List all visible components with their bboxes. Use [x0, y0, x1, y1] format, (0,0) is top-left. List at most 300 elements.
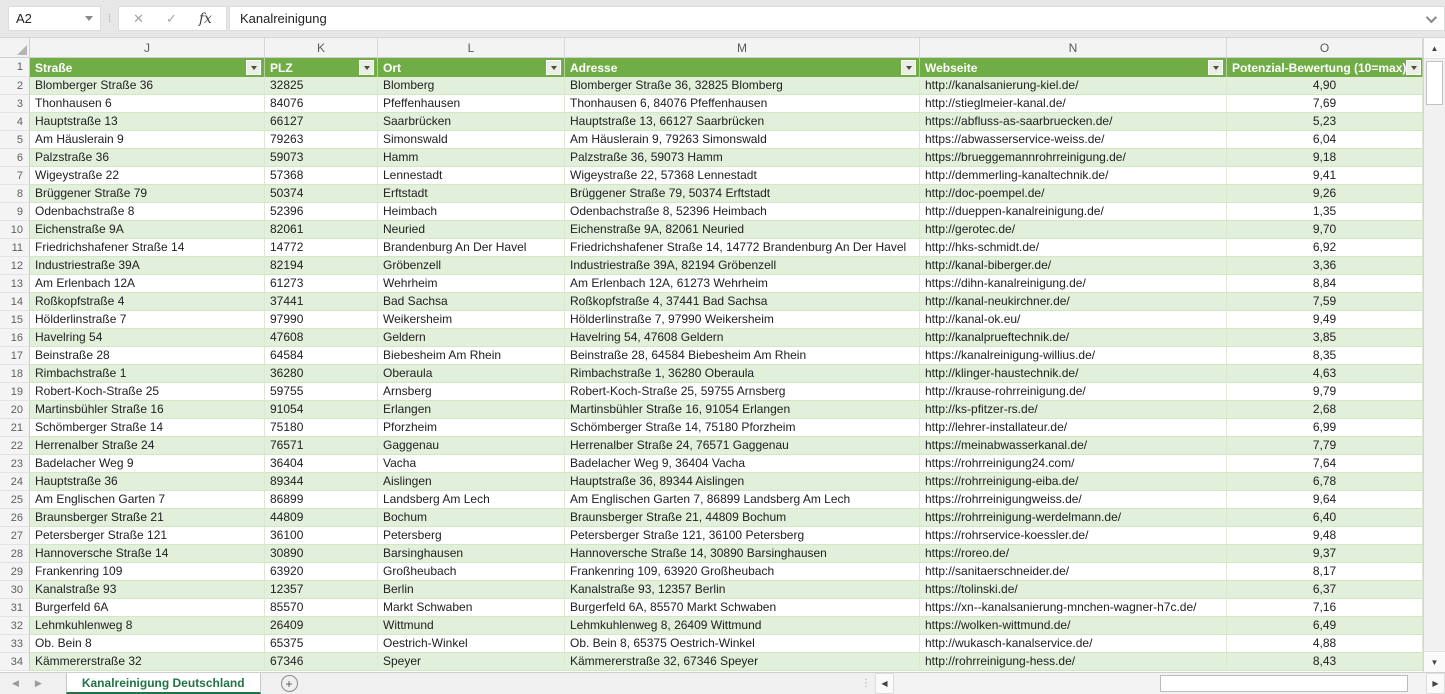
cell-webseite[interactable]: https://abfluss-as-saarbruecken.de/ [920, 113, 1227, 131]
row-number-34[interactable]: 34 [0, 653, 30, 671]
cell-ort[interactable]: Blomberg [378, 77, 565, 95]
cell-potenzial[interactable]: 8,43 [1227, 653, 1423, 671]
cell-strasse[interactable]: Ob. Bein 8 [30, 635, 265, 653]
cell-potenzial[interactable]: 9,26 [1227, 185, 1423, 203]
cell-webseite[interactable]: https://abwasserservice-weiss.de/ [920, 131, 1227, 149]
cell-webseite[interactable]: http://lehrer-installateur.de/ [920, 419, 1227, 437]
row-number-13[interactable]: 13 [0, 275, 30, 293]
row-number-20[interactable]: 20 [0, 401, 30, 419]
cell-plz[interactable]: 91054 [265, 401, 378, 419]
filter-arrow [1411, 66, 1417, 70]
row-number-12[interactable]: 12 [0, 257, 30, 275]
cell-adresse[interactable]: Thonhausen 6, 84076 Pfeffenhausen [565, 95, 920, 113]
cell-plz[interactable]: 66127 [265, 113, 378, 131]
cell-webseite[interactable]: https://meinabwasserkanal.de/ [920, 437, 1227, 455]
row-number-4[interactable]: 4 [0, 113, 30, 131]
cell-plz[interactable]: 47608 [265, 329, 378, 347]
cell-strasse[interactable]: Frankenring 109 [30, 563, 265, 581]
table-row [0, 221, 1423, 239]
cell-webseite[interactable]: http://kanal-ok.eu/ [920, 311, 1227, 329]
cell-adresse[interactable]: Wigeystraße 22, 57368 Lennestadt [565, 167, 920, 185]
cell-webseite[interactable]: http://rohrreinigung-hess.de/ [920, 653, 1227, 671]
cell-ort[interactable]: Simonswald [378, 131, 565, 149]
cell-webseite[interactable]: https://rohrservice-koessler.de/ [920, 527, 1227, 545]
cell-adresse[interactable]: Rimbachstraße 1, 36280 Oberaula [565, 365, 920, 383]
table-row [0, 545, 1423, 563]
cell-adresse[interactable]: Kämmererstraße 32, 67346 Speyer [565, 653, 920, 671]
cell-adresse[interactable]: Martinsbühler Straße 16, 91054 Erlangen [565, 401, 920, 419]
row-number-14[interactable]: 14 [0, 293, 30, 311]
scroll-down-icon[interactable]: ▼ [1424, 651, 1445, 672]
cell-plz[interactable]: 59755 [265, 383, 378, 401]
cell-potenzial[interactable]: 9,48 [1227, 527, 1423, 545]
cell-strasse[interactable]: Am Englischen Garten 7 [30, 491, 265, 509]
cell-strasse[interactable]: Thonhausen 6 [30, 95, 265, 113]
cell-strasse[interactable]: Robert-Koch-Straße 25 [30, 383, 265, 401]
cell-ort[interactable]: Hamm [378, 149, 565, 167]
cell-adresse[interactable]: Roßkopfstraße 4, 37441 Bad Sachsa [565, 293, 920, 311]
column-letter-l[interactable]: L [378, 38, 565, 57]
cell-potenzial[interactable]: 3,36 [1227, 257, 1423, 275]
column-letter-m[interactable]: M [565, 38, 920, 57]
cell-plz[interactable]: 85570 [265, 599, 378, 617]
cell-ort[interactable]: Berlin [378, 581, 565, 599]
horizontal-scrollbar[interactable] [875, 673, 1445, 694]
row-number-8[interactable]: 8 [0, 185, 30, 203]
cell-plz[interactable]: 32825 [265, 77, 378, 95]
row-number-22[interactable]: 22 [0, 437, 30, 455]
cell-strasse[interactable]: Kanalstraße 93 [30, 581, 265, 599]
cell-adresse[interactable]: Friedrichshafener Straße 14, 14772 Brandenburg An Der Havel [565, 239, 920, 257]
table-row [0, 185, 1423, 203]
cell-webseite[interactable]: http://krause-rohrreinigung.de/ [920, 383, 1227, 401]
prev-sheet-icon[interactable]: ◀ [12, 678, 19, 688]
filter-arrow [906, 66, 912, 70]
row-number-7[interactable]: 7 [0, 167, 30, 185]
insert-function-icon[interactable]: fx [198, 10, 212, 27]
vertical-scrollbar-thumb[interactable] [1426, 61, 1443, 105]
cell-potenzial[interactable]: 7,79 [1227, 437, 1423, 455]
cell-plz[interactable]: 82061 [265, 221, 378, 239]
cell-strasse[interactable]: Friedrichshafener Straße 14 [30, 239, 265, 257]
cell-potenzial[interactable]: 6,99 [1227, 419, 1423, 437]
cell-potenzial[interactable]: 8,17 [1227, 563, 1423, 581]
row-number-28[interactable]: 28 [0, 545, 30, 563]
filter-dropdown-icon[interactable] [901, 60, 916, 75]
cell-plz[interactable]: 36100 [265, 527, 378, 545]
cell-ort[interactable]: Gaggenau [378, 437, 565, 455]
cell-webseite[interactable]: http://wukasch-kanalservice.de/ [920, 635, 1227, 653]
cell-plz[interactable]: 37441 [265, 293, 378, 311]
cell-webseite[interactable]: http://demmerling-kanaltechnik.de/ [920, 167, 1227, 185]
cell-plz[interactable]: 63920 [265, 563, 378, 581]
table-row [0, 455, 1423, 473]
cell-webseite[interactable]: https://brueggemannrohrreinigung.de/ [920, 149, 1227, 167]
cell-strasse[interactable]: Am Erlenbach 12A [30, 275, 265, 293]
header-label: PLZ [270, 60, 293, 75]
cell-strasse[interactable]: Kämmererstraße 32 [30, 653, 265, 671]
cell-potenzial[interactable]: 7,16 [1227, 599, 1423, 617]
cell-webseite[interactable]: http://doc-poempel.de/ [920, 185, 1227, 203]
cell-potenzial[interactable]: 9,70 [1227, 221, 1423, 239]
cell-plz[interactable]: 59073 [265, 149, 378, 167]
cell-adresse[interactable]: Badelacher Weg 9, 36404 Vacha [565, 455, 920, 473]
cell-plz[interactable]: 57368 [265, 167, 378, 185]
cell-plz[interactable]: 64584 [265, 347, 378, 365]
cell-webseite[interactable]: https://rohrreinigung24.com/ [920, 455, 1227, 473]
enter-icon[interactable]: ✓ [165, 10, 177, 26]
vertical-scrollbar[interactable] [1423, 38, 1445, 672]
table-row [0, 527, 1423, 545]
cell-adresse[interactable]: Petersberger Straße 121, 36100 Petersberg [565, 527, 920, 545]
cell-potenzial[interactable]: 4,88 [1227, 635, 1423, 653]
cell-strasse[interactable]: Hölderlinstraße 7 [30, 311, 265, 329]
cell-adresse[interactable]: Am Häuslerain 9, 79263 Simonswald [565, 131, 920, 149]
table-row [0, 257, 1423, 275]
column-letter-k[interactable]: K [265, 38, 378, 57]
cell-adresse[interactable]: Frankenring 109, 63920 Großheubach [565, 563, 920, 581]
sheet-tab-kanalreinigung-deutschland[interactable]: Kanalreinigung Deutschland [66, 673, 261, 694]
table-row [0, 365, 1423, 383]
cell-plz[interactable]: 12357 [265, 581, 378, 599]
cell-adresse[interactable]: Lehmkuhlenweg 8, 26409 Wittmund [565, 617, 920, 635]
cell-webseite[interactable]: http://klinger-haustechnik.de/ [920, 365, 1227, 383]
cell-adresse[interactable]: Herrenalber Straße 24, 76571 Gaggenau [565, 437, 920, 455]
header-label: Webseite [925, 60, 978, 75]
cell-plz[interactable]: 65375 [265, 635, 378, 653]
header-plz[interactable] [265, 58, 378, 77]
cell-strasse[interactable]: Am Häuslerain 9 [30, 131, 265, 149]
horizontal-scrollbar-track[interactable] [894, 673, 1426, 694]
cell-potenzial[interactable]: 7,59 [1227, 293, 1423, 311]
cell-strasse[interactable]: Petersberger Straße 121 [30, 527, 265, 545]
cell-ort[interactable]: Pforzheim [378, 419, 565, 437]
cell-webseite[interactable]: http://kanal-biberger.de/ [920, 257, 1227, 275]
table-row [0, 347, 1423, 365]
cell-adresse[interactable]: Palzstraße 36, 59073 Hamm [565, 149, 920, 167]
cell-potenzial[interactable]: 9,41 [1227, 167, 1423, 185]
cell-webseite[interactable]: http://stieglmeier-kanal.de/ [920, 95, 1227, 113]
cell-strasse[interactable]: Industriestraße 39A [30, 257, 265, 275]
cell-ort[interactable]: Bochum [378, 509, 565, 527]
cell-strasse[interactable]: Martinsbühler Straße 16 [30, 401, 265, 419]
cell-adresse[interactable]: Schömberger Straße 14, 75180 Pforzheim [565, 419, 920, 437]
cell-webseite[interactable]: https://xn--kanalsanierung-mnchen-wagner-h7c.de/ [920, 599, 1227, 617]
table-row [0, 635, 1423, 653]
row-number-32[interactable]: 32 [0, 617, 30, 635]
cell-ort[interactable]: Biebesheim Am Rhein [378, 347, 565, 365]
cell-ort[interactable]: Pfeffenhausen [378, 95, 565, 113]
row-number-29[interactable]: 29 [0, 563, 30, 581]
cell-ort[interactable]: Weikersheim [378, 311, 565, 329]
cell-webseite[interactable]: http://hks-schmidt.de/ [920, 239, 1227, 257]
header-adresse[interactable] [565, 58, 920, 77]
row-number-27[interactable]: 27 [0, 527, 30, 545]
row-number-31[interactable]: 31 [0, 599, 30, 617]
cell-adresse[interactable]: Am Englischen Garten 7, 86899 Landsberg Am Lech [565, 491, 920, 509]
cell-webseite[interactable]: https://rohrreinigung-eiba.de/ [920, 473, 1227, 491]
table-row [0, 599, 1423, 617]
main-area [0, 38, 1445, 672]
cell-ort[interactable]: Neuried [378, 221, 565, 239]
cell-ort[interactable]: Geldern [378, 329, 565, 347]
row-number-21[interactable]: 21 [0, 419, 30, 437]
cell-adresse[interactable]: Blomberger Straße 36, 32825 Blomberg [565, 77, 920, 95]
row-number-26[interactable]: 26 [0, 509, 30, 527]
cell-webseite[interactable]: http://ks-pfitzer-rs.de/ [920, 401, 1227, 419]
cell-adresse[interactable]: Hannoversche Straße 14, 30890 Barsinghausen [565, 545, 920, 563]
cell-strasse[interactable]: Burgerfeld 6A [30, 599, 265, 617]
cell-potenzial[interactable]: 8,84 [1227, 275, 1423, 293]
cell-adresse[interactable]: Industriestraße 39A, 82194 Gröbenzell [565, 257, 920, 275]
cell-potenzial[interactable]: 5,23 [1227, 113, 1423, 131]
cell-adresse[interactable]: Braunsberger Straße 21, 44809 Bochum [565, 509, 920, 527]
row-number-3[interactable]: 3 [0, 95, 30, 113]
cell-potenzial[interactable]: 6,49 [1227, 617, 1423, 635]
formula-bar-splitter[interactable]: ⁞ [108, 12, 112, 25]
cell-plz[interactable]: 75180 [265, 419, 378, 437]
header-ort[interactable] [378, 58, 565, 77]
cancel-icon[interactable]: ✕ [133, 10, 144, 26]
cell-ort[interactable]: Aislingen [378, 473, 565, 491]
cell-plz[interactable]: 97990 [265, 311, 378, 329]
cell-strasse[interactable]: Lehmkuhlenweg 8 [30, 617, 265, 635]
cell-webseite[interactable]: http://sanitaerschneider.de/ [920, 563, 1227, 581]
table-row [0, 203, 1423, 221]
cell-adresse[interactable]: Hauptstraße 36, 89344 Aislingen [565, 473, 920, 491]
cell-adresse[interactable]: Burgerfeld 6A, 85570 Markt Schwaben [565, 599, 920, 617]
cell-strasse[interactable]: Schömberger Straße 14 [30, 419, 265, 437]
formula-input[interactable] [229, 6, 1445, 31]
row-number-5[interactable]: 5 [0, 131, 30, 149]
select-all-triangle-icon [17, 45, 27, 55]
cell-adresse[interactable]: Ob. Bein 8, 65375 Oestrich-Winkel [565, 635, 920, 653]
cell-ort[interactable]: Gröbenzell [378, 257, 565, 275]
cell-potenzial[interactable]: 8,35 [1227, 347, 1423, 365]
cell-ort[interactable]: Heimbach [378, 203, 565, 221]
table-row [0, 293, 1423, 311]
cell-strasse[interactable]: Roßkopfstraße 4 [30, 293, 265, 311]
cell-adresse[interactable]: Robert-Koch-Straße 25, 59755 Arnsberg [565, 383, 920, 401]
cell-potenzial[interactable]: 4,63 [1227, 365, 1423, 383]
add-sheet-button[interactable]: + [281, 675, 298, 692]
cell-strasse[interactable]: Eichenstraße 9A [30, 221, 265, 239]
cell-potenzial[interactable]: 6,40 [1227, 509, 1423, 527]
cell-adresse[interactable]: Hauptstraße 13, 66127 Saarbrücken [565, 113, 920, 131]
scroll-up-icon[interactable]: ▲ [1424, 38, 1445, 59]
row-number-17[interactable]: 17 [0, 347, 30, 365]
scroll-right-icon[interactable]: ▶ [1426, 673, 1445, 694]
cell-strasse[interactable]: Wigeystraße 22 [30, 167, 265, 185]
cell-strasse[interactable]: Badelacher Weg 9 [30, 455, 265, 473]
cell-webseite[interactable]: http://kanalprueftechnik.de/ [920, 329, 1227, 347]
table-row [0, 239, 1423, 257]
horizontal-scrollbar-thumb[interactable] [1160, 675, 1408, 692]
cell-potenzial[interactable]: 6,92 [1227, 239, 1423, 257]
table-row [0, 95, 1423, 113]
cell-potenzial[interactable]: 6,37 [1227, 581, 1423, 599]
row-number-1[interactable]: 1 [0, 58, 30, 77]
column-letter-n[interactable]: N [920, 38, 1227, 57]
cell-potenzial[interactable]: 9,49 [1227, 311, 1423, 329]
row-number-30[interactable]: 30 [0, 581, 30, 599]
cell-ort[interactable]: Petersberg [378, 527, 565, 545]
cell-ort[interactable]: Landsberg Am Lech [378, 491, 565, 509]
cell-plz[interactable]: 44809 [265, 509, 378, 527]
cell-strasse[interactable]: Hannoversche Straße 14 [30, 545, 265, 563]
cell-ort[interactable]: Wittmund [378, 617, 565, 635]
filter-dropdown-icon[interactable] [1208, 60, 1223, 75]
row-number-16[interactable]: 16 [0, 329, 30, 347]
cell-ort[interactable]: Wehrheim [378, 275, 565, 293]
cell-strasse[interactable]: Hauptstraße 13 [30, 113, 265, 131]
cell-plz[interactable]: 76571 [265, 437, 378, 455]
row-number-23[interactable]: 23 [0, 455, 30, 473]
row-number-9[interactable]: 9 [0, 203, 30, 221]
row-number-2[interactable]: 2 [0, 77, 30, 95]
cell-webseite[interactable]: https://rohrreinigungweiss.de/ [920, 491, 1227, 509]
cell-ort[interactable]: Oestrich-Winkel [378, 635, 565, 653]
cell-ort[interactable]: Erlangen [378, 401, 565, 419]
filter-dropdown-icon[interactable] [246, 60, 261, 75]
cell-adresse[interactable]: Kanalstraße 93, 12357 Berlin [565, 581, 920, 599]
cell-strasse[interactable]: Palzstraße 36 [30, 149, 265, 167]
cell-potenzial[interactable]: 6,78 [1227, 473, 1423, 491]
header-label: Ort [383, 60, 401, 75]
cell-ort[interactable]: Erftstadt [378, 185, 565, 203]
cell-strasse[interactable]: Havelring 54 [30, 329, 265, 347]
cell-plz[interactable]: 30890 [265, 545, 378, 563]
cell-potenzial[interactable]: 2,68 [1227, 401, 1423, 419]
cell-plz[interactable]: 36404 [265, 455, 378, 473]
name-box-dropdown-icon[interactable] [85, 16, 93, 21]
cell-plz[interactable]: 52396 [265, 203, 378, 221]
cell-adresse[interactable]: Odenbachstraße 8, 52396 Heimbach [565, 203, 920, 221]
cell-adresse[interactable]: Hölderlinstraße 7, 97990 Weikersheim [565, 311, 920, 329]
cell-ort[interactable]: Lennestadt [378, 167, 565, 185]
select-all-corner[interactable] [0, 38, 30, 57]
cell-plz[interactable]: 61273 [265, 275, 378, 293]
cell-strasse[interactable]: Beinstraße 28 [30, 347, 265, 365]
filter-dropdown-icon[interactable] [546, 60, 561, 75]
row-number-15[interactable]: 15 [0, 311, 30, 329]
cell-strasse[interactable]: Blomberger Straße 36 [30, 77, 265, 95]
header-webseite[interactable] [920, 58, 1227, 77]
cell-plz[interactable]: 89344 [265, 473, 378, 491]
cell-potenzial[interactable]: 9,37 [1227, 545, 1423, 563]
cell-ort[interactable]: Vacha [378, 455, 565, 473]
cell-plz[interactable]: 84076 [265, 95, 378, 113]
cell-potenzial[interactable]: 3,85 [1227, 329, 1423, 347]
cell-adresse[interactable]: Am Erlenbach 12A, 61273 Wehrheim [565, 275, 920, 293]
row-number-19[interactable]: 19 [0, 383, 30, 401]
cell-potenzial[interactable]: 9,79 [1227, 383, 1423, 401]
table-row [0, 275, 1423, 293]
filter-dropdown-icon[interactable] [1406, 60, 1421, 75]
expand-formula-bar-icon[interactable] [1426, 11, 1437, 22]
cell-adresse[interactable]: Havelring 54, 47608 Geldern [565, 329, 920, 347]
row-number-10[interactable]: 10 [0, 221, 30, 239]
column-letter-j[interactable]: J [30, 38, 265, 57]
cell-webseite[interactable]: https://tolinski.de/ [920, 581, 1227, 599]
cell-ort[interactable]: Markt Schwaben [378, 599, 565, 617]
cell-strasse[interactable]: Hauptstraße 36 [30, 473, 265, 491]
row-number-25[interactable]: 25 [0, 491, 30, 509]
cell-potenzial[interactable]: 1,35 [1227, 203, 1423, 221]
row-number-24[interactable]: 24 [0, 473, 30, 491]
row-number-18[interactable]: 18 [0, 365, 30, 383]
cell-plz[interactable]: 82194 [265, 257, 378, 275]
cell-webseite[interactable]: http://kanalsanierung-kiel.de/ [920, 77, 1227, 95]
cell-potenzial[interactable]: 4,90 [1227, 77, 1423, 95]
cell-strasse[interactable]: Odenbachstraße 8 [30, 203, 265, 221]
cell-ort[interactable]: Bad Sachsa [378, 293, 565, 311]
cell-strasse[interactable]: Braunsberger Straße 21 [30, 509, 265, 527]
cell-strasse[interactable]: Rimbachstraße 1 [30, 365, 265, 383]
cell-plz[interactable]: 79263 [265, 131, 378, 149]
header-strasse[interactable] [30, 58, 265, 77]
formula-buttons [118, 6, 227, 31]
cell-plz[interactable]: 26409 [265, 617, 378, 635]
filter-dropdown-icon[interactable] [359, 60, 374, 75]
cell-plz[interactable]: 50374 [265, 185, 378, 203]
spreadsheet-grid [0, 38, 1423, 672]
row-number-33[interactable]: 33 [0, 635, 30, 653]
cell-adresse[interactable]: Beinstraße 28, 64584 Biebesheim Am Rhein [565, 347, 920, 365]
cell-webseite[interactable]: https://rohrreinigung-werdelmann.de/ [920, 509, 1227, 527]
cell-webseite[interactable]: https://roreo.de/ [920, 545, 1227, 563]
cell-webseite[interactable]: https://kanalreinigung-willius.de/ [920, 347, 1227, 365]
header-potenzial[interactable] [1227, 58, 1423, 77]
row-number-6[interactable]: 6 [0, 149, 30, 167]
cell-adresse[interactable]: Brüggener Straße 79, 50374 Erftstadt [565, 185, 920, 203]
cell-plz[interactable]: 67346 [265, 653, 378, 671]
cell-webseite[interactable]: http://kanal-neukirchner.de/ [920, 293, 1227, 311]
tabbar-spacer [298, 673, 857, 694]
next-sheet-icon[interactable]: ▶ [34, 678, 42, 688]
cell-ort[interactable]: Großheubach [378, 563, 565, 581]
cell-ort[interactable]: Oberaula [378, 365, 565, 383]
cell-ort[interactable]: Speyer [378, 653, 565, 671]
cell-ort[interactable]: Barsinghausen [378, 545, 565, 563]
scroll-left-icon[interactable]: ◀ [875, 673, 894, 694]
name-box[interactable] [8, 6, 101, 31]
cell-strasse[interactable]: Herrenalber Straße 24 [30, 437, 265, 455]
tab-scrollbar-splitter[interactable]: ⋮ [861, 678, 871, 689]
cell-potenzial[interactable]: 9,18 [1227, 149, 1423, 167]
cell-potenzial[interactable]: 9,64 [1227, 491, 1423, 509]
cell-potenzial[interactable]: 6,04 [1227, 131, 1423, 149]
header-label: Straße [35, 60, 73, 75]
cell-webseite[interactable]: https://dihn-kanalreinigung.de/ [920, 275, 1227, 293]
row-number-11[interactable]: 11 [0, 239, 30, 257]
cell-plz[interactable]: 86899 [265, 491, 378, 509]
cell-potenzial[interactable]: 7,64 [1227, 455, 1423, 473]
cell-ort[interactable]: Brandenburg An Der Havel [378, 239, 565, 257]
cell-adresse[interactable]: Eichenstraße 9A, 82061 Neuried [565, 221, 920, 239]
cell-potenzial[interactable]: 7,69 [1227, 95, 1423, 113]
cell-strasse[interactable]: Brüggener Straße 79 [30, 185, 265, 203]
cell-webseite[interactable]: https://wolken-wittmund.de/ [920, 617, 1227, 635]
cell-ort[interactable]: Arnsberg [378, 383, 565, 401]
cell-plz[interactable]: 36280 [265, 365, 378, 383]
filter-arrow [1213, 66, 1219, 70]
cell-webseite[interactable]: http://gerotec.de/ [920, 221, 1227, 239]
column-letter-o[interactable]: O [1227, 38, 1423, 57]
cell-webseite[interactable]: http://dueppen-kanalreinigung.de/ [920, 203, 1227, 221]
cell-plz[interactable]: 14772 [265, 239, 378, 257]
cell-ort[interactable]: Saarbrücken [378, 113, 565, 131]
